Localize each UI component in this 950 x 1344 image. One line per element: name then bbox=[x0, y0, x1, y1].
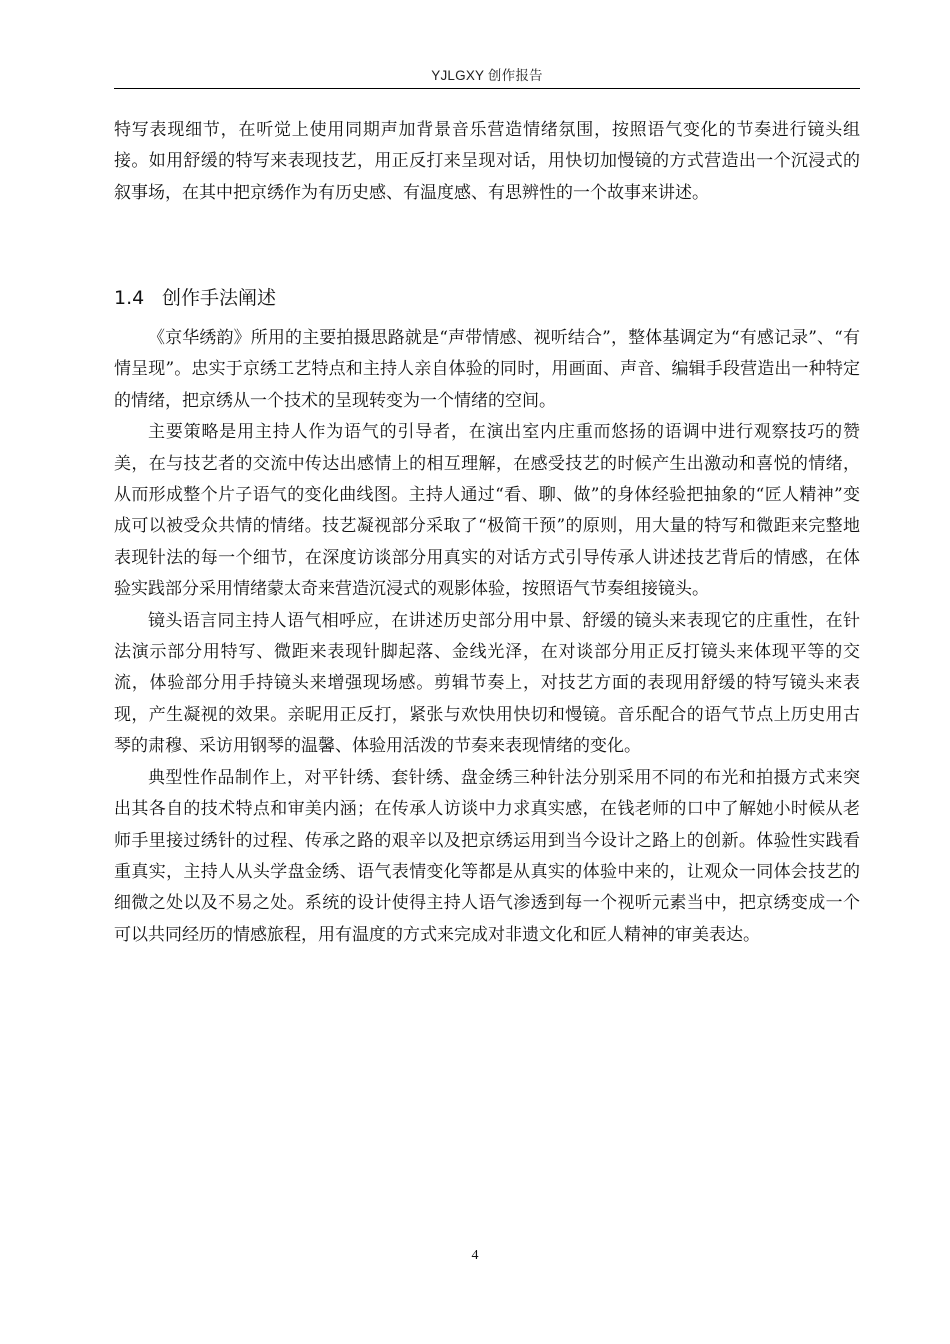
body-paragraph: 《京华绣韵》所用的主要拍摄思路就是“声带情感、视听结合”，整体基调定为“有感记录”、“有情呈现”。忠实于京绣工艺特点和主持人亲自体验的同时，用画面、声音、编辑手段营造出一种特定的情绪，把京绣从一个技术的呈现转变为一个情绪的空间。 bbox=[114, 328, 860, 411]
body-paragraph: 典型性作品制作上，对平针绣、套针绣、盘金绣三种针法分别采用不同的布光和拍摄方式来突出其各自的技术特点和审美内涵；在传承人访谈中力求真实感，在钱老师的口中了解她小时候从老师手里接过绣针的过程、传承之路的艰辛以及把京绣运用到当今设计之路上的创新。体验性实践看重真实，主持人从头学盘金绣、语气表情变化等都是从真实的体验中来的，让观众一同体会技艺的细微之处以及不易之处。系统的设计使得主持人语气渗透到每一个视听元素当中，把京绣变成一个可以共同经历的情感旅程，用有温度的方式来完成对非遗文化和匠人精神的审美表达。 bbox=[114, 767, 860, 945]
header-rule bbox=[114, 88, 860, 89]
running-header: YJLGXY 创作报告 bbox=[431, 68, 543, 83]
section-body bbox=[114, 323, 860, 951]
page-number: 4 bbox=[471, 1248, 479, 1263]
section-heading bbox=[114, 283, 276, 310]
body-paragraph: 镜头语言同主持人语气相呼应，在讲述历史部分用中景、舒缓的镜头来表现它的庄重性，在针法演示部分用特写、微距来表现针脚起落、金线光泽，在对谈部分用正反打镜头来体现平等的交流，体验部分用手持镜头来增强现场感。剪辑节奏上，对技艺方面的表现用舒缓的特写镜头来表现，产生凝视的效果。亲昵用正反打，紧张与欢快用快切和慢镜。音乐配合的语气节点上历史用古琴的肃穆、采访用钢琴的温馨、体验用活泼的节奏来表现情绪的变化。 bbox=[114, 610, 860, 757]
section-title: 创作手法阐述 bbox=[162, 287, 277, 309]
section-number: 1.4 bbox=[114, 287, 145, 309]
body-paragraph: 主要策略是用主持人作为语气的引导者，在演出室内庄重而悠扬的语调中进行观察技巧的赞美，在与技艺者的交流中传达出感情上的相互理解，在感受技艺的时候产生出激动和喜悦的情绪，从而形成整个片子语气的变化曲线图。主持人通过“看、聊、做”的身体经验把抽象的“匠人精神”变成可以被受众共情的情绪。技艺凝视部分采取了“极简干预”的原则，用大量的特写和微距来完整地表现针法的每一个细节，在深度访谈部分用真实的对话方式引导传承人讲述技艺背后的情感，在体验实践部分采用情绪蒙太奇来营造沉浸式的观影体验，按照语气节奏组接镜头。 bbox=[114, 422, 860, 600]
continuation-paragraph: 特写表现细节，在听觉上使用同期声加背景音乐营造情绪氛围，按照语气变化的节奏进行镜头组接。如用舒缓的特写来表现技艺，用正反打来呈现对话，用快切加慢镜的方式营造出一个沉浸式的叙事场，在其中把京绣作为有历史感、有温度感、有思辨性的一个故事来讲述。 bbox=[114, 120, 860, 203]
